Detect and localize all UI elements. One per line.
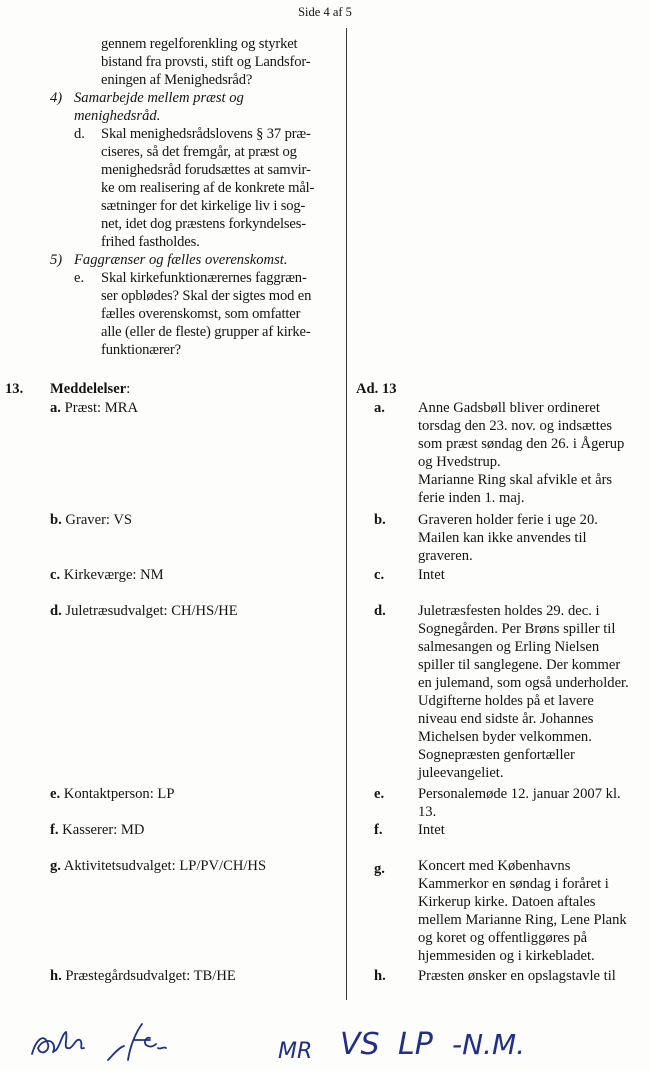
right-item-b (418, 511, 598, 565)
item-letter: e. (74, 270, 85, 286)
signature-initials-lp: LP (398, 1027, 433, 1062)
item-label: c. (374, 567, 385, 583)
ad-heading: Ad. 13 (356, 381, 397, 397)
text-line: alle (eller de fleste) grupper af kirke- (101, 324, 311, 340)
item-text: Juletræsudvalget: CH/HS/HE (65, 603, 238, 619)
topic-number: 5) (50, 252, 63, 268)
text-line: juleevangeliet. (418, 765, 504, 781)
signature-initials-vs: VS (340, 1027, 380, 1062)
section-heading (50, 380, 130, 398)
item-text (101, 125, 314, 251)
topic-title: Faggrænser og fælles overenskomst. (74, 252, 288, 268)
text-line: hjemmesiden og i kirkebladet. (418, 948, 595, 964)
item-label: d. (374, 603, 386, 619)
left-item-f (50, 821, 144, 839)
text-line: ciseres, så det fremgår, at præst og (101, 144, 297, 160)
signature-initials-nm: -N.M. (452, 1028, 526, 1061)
left-item-b (50, 511, 132, 529)
item-label: h. (50, 968, 62, 984)
item-label: h. (374, 968, 386, 984)
column-divider (346, 28, 347, 1000)
text-line: og koret og offentliggøres på (418, 930, 588, 946)
text-line: Sognepræsten genfortæller (418, 747, 575, 763)
item-text: Graver: VS (65, 512, 133, 528)
section-heading-colon: : (126, 381, 131, 397)
right-item-e (418, 785, 621, 821)
text-line: net, idet dog præstens forkyndelses- (101, 216, 306, 232)
section-number: 13. (5, 381, 24, 397)
signature-scribble-1 (32, 1032, 84, 1054)
item-label: b. (374, 512, 386, 528)
text-line: torsdag den 23. nov. og indsættes (418, 418, 613, 434)
left-item-a (50, 399, 138, 417)
left-item-e (50, 785, 174, 803)
item-text: Kirkeværge: NM (63, 567, 164, 583)
item-label: b. (50, 512, 62, 528)
text-line: ser opblødes? Skal der sigtes mod en (101, 288, 312, 304)
text-line: menighedsråd. (74, 108, 161, 124)
item-label: g. (374, 861, 385, 877)
item-letter: d. (74, 126, 85, 142)
text-line: Personalemøde 12. januar 2007 kl. (418, 786, 621, 802)
right-item-a (418, 399, 624, 507)
right-item-c: Intet (418, 567, 445, 583)
text-line: Graveren holder ferie i uge 20. (418, 512, 598, 528)
text-line: Udgifterne holdes på et lavere (418, 693, 594, 709)
text-line: som præst søndag den 26. i Ågerup (418, 436, 625, 452)
text-line: spiller til sanglegene. Der kommer (418, 657, 621, 673)
text-line: Sognegården. Per Brøns spiller til (418, 621, 616, 637)
text-line: og Hvedstrup. (418, 454, 501, 470)
item-label: e. (374, 786, 385, 802)
item-text (101, 269, 311, 359)
text-line: Juletræsfesten holdes 29. dec. i (418, 603, 600, 619)
topic-title (74, 89, 244, 125)
text-line: frihed fastholdes. (101, 234, 200, 250)
right-item-d (418, 602, 629, 782)
item-text: Kontaktperson: LP (63, 786, 175, 802)
text-line: Marianne Ring skal afvikle et års (418, 472, 613, 488)
item-text: Præstegårdsudvalget: TB/HE (65, 968, 236, 984)
left-item-h (50, 967, 236, 985)
text-line: Mailen kan ikke anvendes til (418, 530, 587, 546)
item-label: e. (50, 786, 61, 802)
text-line: en julemand, som også underholder. (418, 675, 629, 691)
item-label: c. (50, 567, 61, 583)
signature-scribble-2 (108, 1024, 166, 1060)
text-line: sætninger for det kirkelige liv i sog- (101, 198, 306, 214)
text-line: Skal menighedsrådslovens § 37 præ- (101, 126, 311, 142)
item-label: g. (50, 858, 61, 874)
section-heading-text: Meddelelser (50, 381, 127, 397)
text-line: funktionærer? (101, 342, 181, 358)
page-number: Side 4 af 5 (298, 5, 352, 19)
text-line: bistand fra provsti, stift og Landsfor- (101, 54, 311, 70)
right-item-g (418, 857, 627, 965)
item-text: Præst: MRA (64, 400, 139, 416)
text-line: Michelsen byder velkommen. (418, 729, 592, 745)
item-label: a. (50, 400, 61, 416)
text-line: fælles overenskomst, som omfatter (101, 306, 301, 322)
text-line: graveren. (418, 548, 473, 564)
text-line: Kirkerup kirke. Datoen aftales (418, 894, 596, 910)
signature-initials-mr: MR (278, 1039, 313, 1064)
item-label: f. (374, 822, 383, 838)
text-line: Anne Gadsbøll bliver ordineret (418, 400, 600, 416)
continuation-text (101, 35, 310, 89)
text-line: niveau end sidste år. Johannes (418, 711, 594, 727)
text-line: salmesangen og Erling Nielsen (418, 639, 600, 655)
text-line: Samarbejde mellem præst og (74, 90, 244, 106)
text-line: gennem regelforenkling og styrket (101, 36, 298, 52)
right-item-f: Intet (418, 822, 445, 838)
text-line: menighedsråd forudsættes at samvir- (101, 162, 311, 178)
text-line: Kammerkor en søndag i foråret i (418, 876, 609, 892)
left-item-g (50, 857, 266, 875)
text-line: ferie inden 1. maj. (418, 490, 525, 506)
text-line: eningen af Menighedsråd? (101, 72, 253, 88)
text-line: Koncert med Københavns (418, 858, 571, 874)
item-label: f. (50, 822, 59, 838)
right-item-h: Præsten ønsker en opslagstavle til (418, 968, 616, 984)
text-line: Skal kirkefunktionærernes faggræn- (101, 270, 307, 286)
item-text: Aktivitetsudvalget: LP/PV/CH/HS (63, 858, 267, 874)
left-item-c (50, 566, 164, 584)
text-line: ke om realisering af de konkrete mål- (101, 180, 315, 196)
text-line: mellem Marianne Ring, Lene Plank (418, 912, 627, 928)
item-label: a. (374, 400, 385, 416)
topic-number: 4) (50, 90, 63, 106)
left-item-d (50, 602, 238, 620)
item-label: d. (50, 603, 62, 619)
text-line: 13. (418, 804, 437, 820)
item-text: Kasserer: MD (62, 822, 145, 838)
signatures (0, 1010, 650, 1071)
